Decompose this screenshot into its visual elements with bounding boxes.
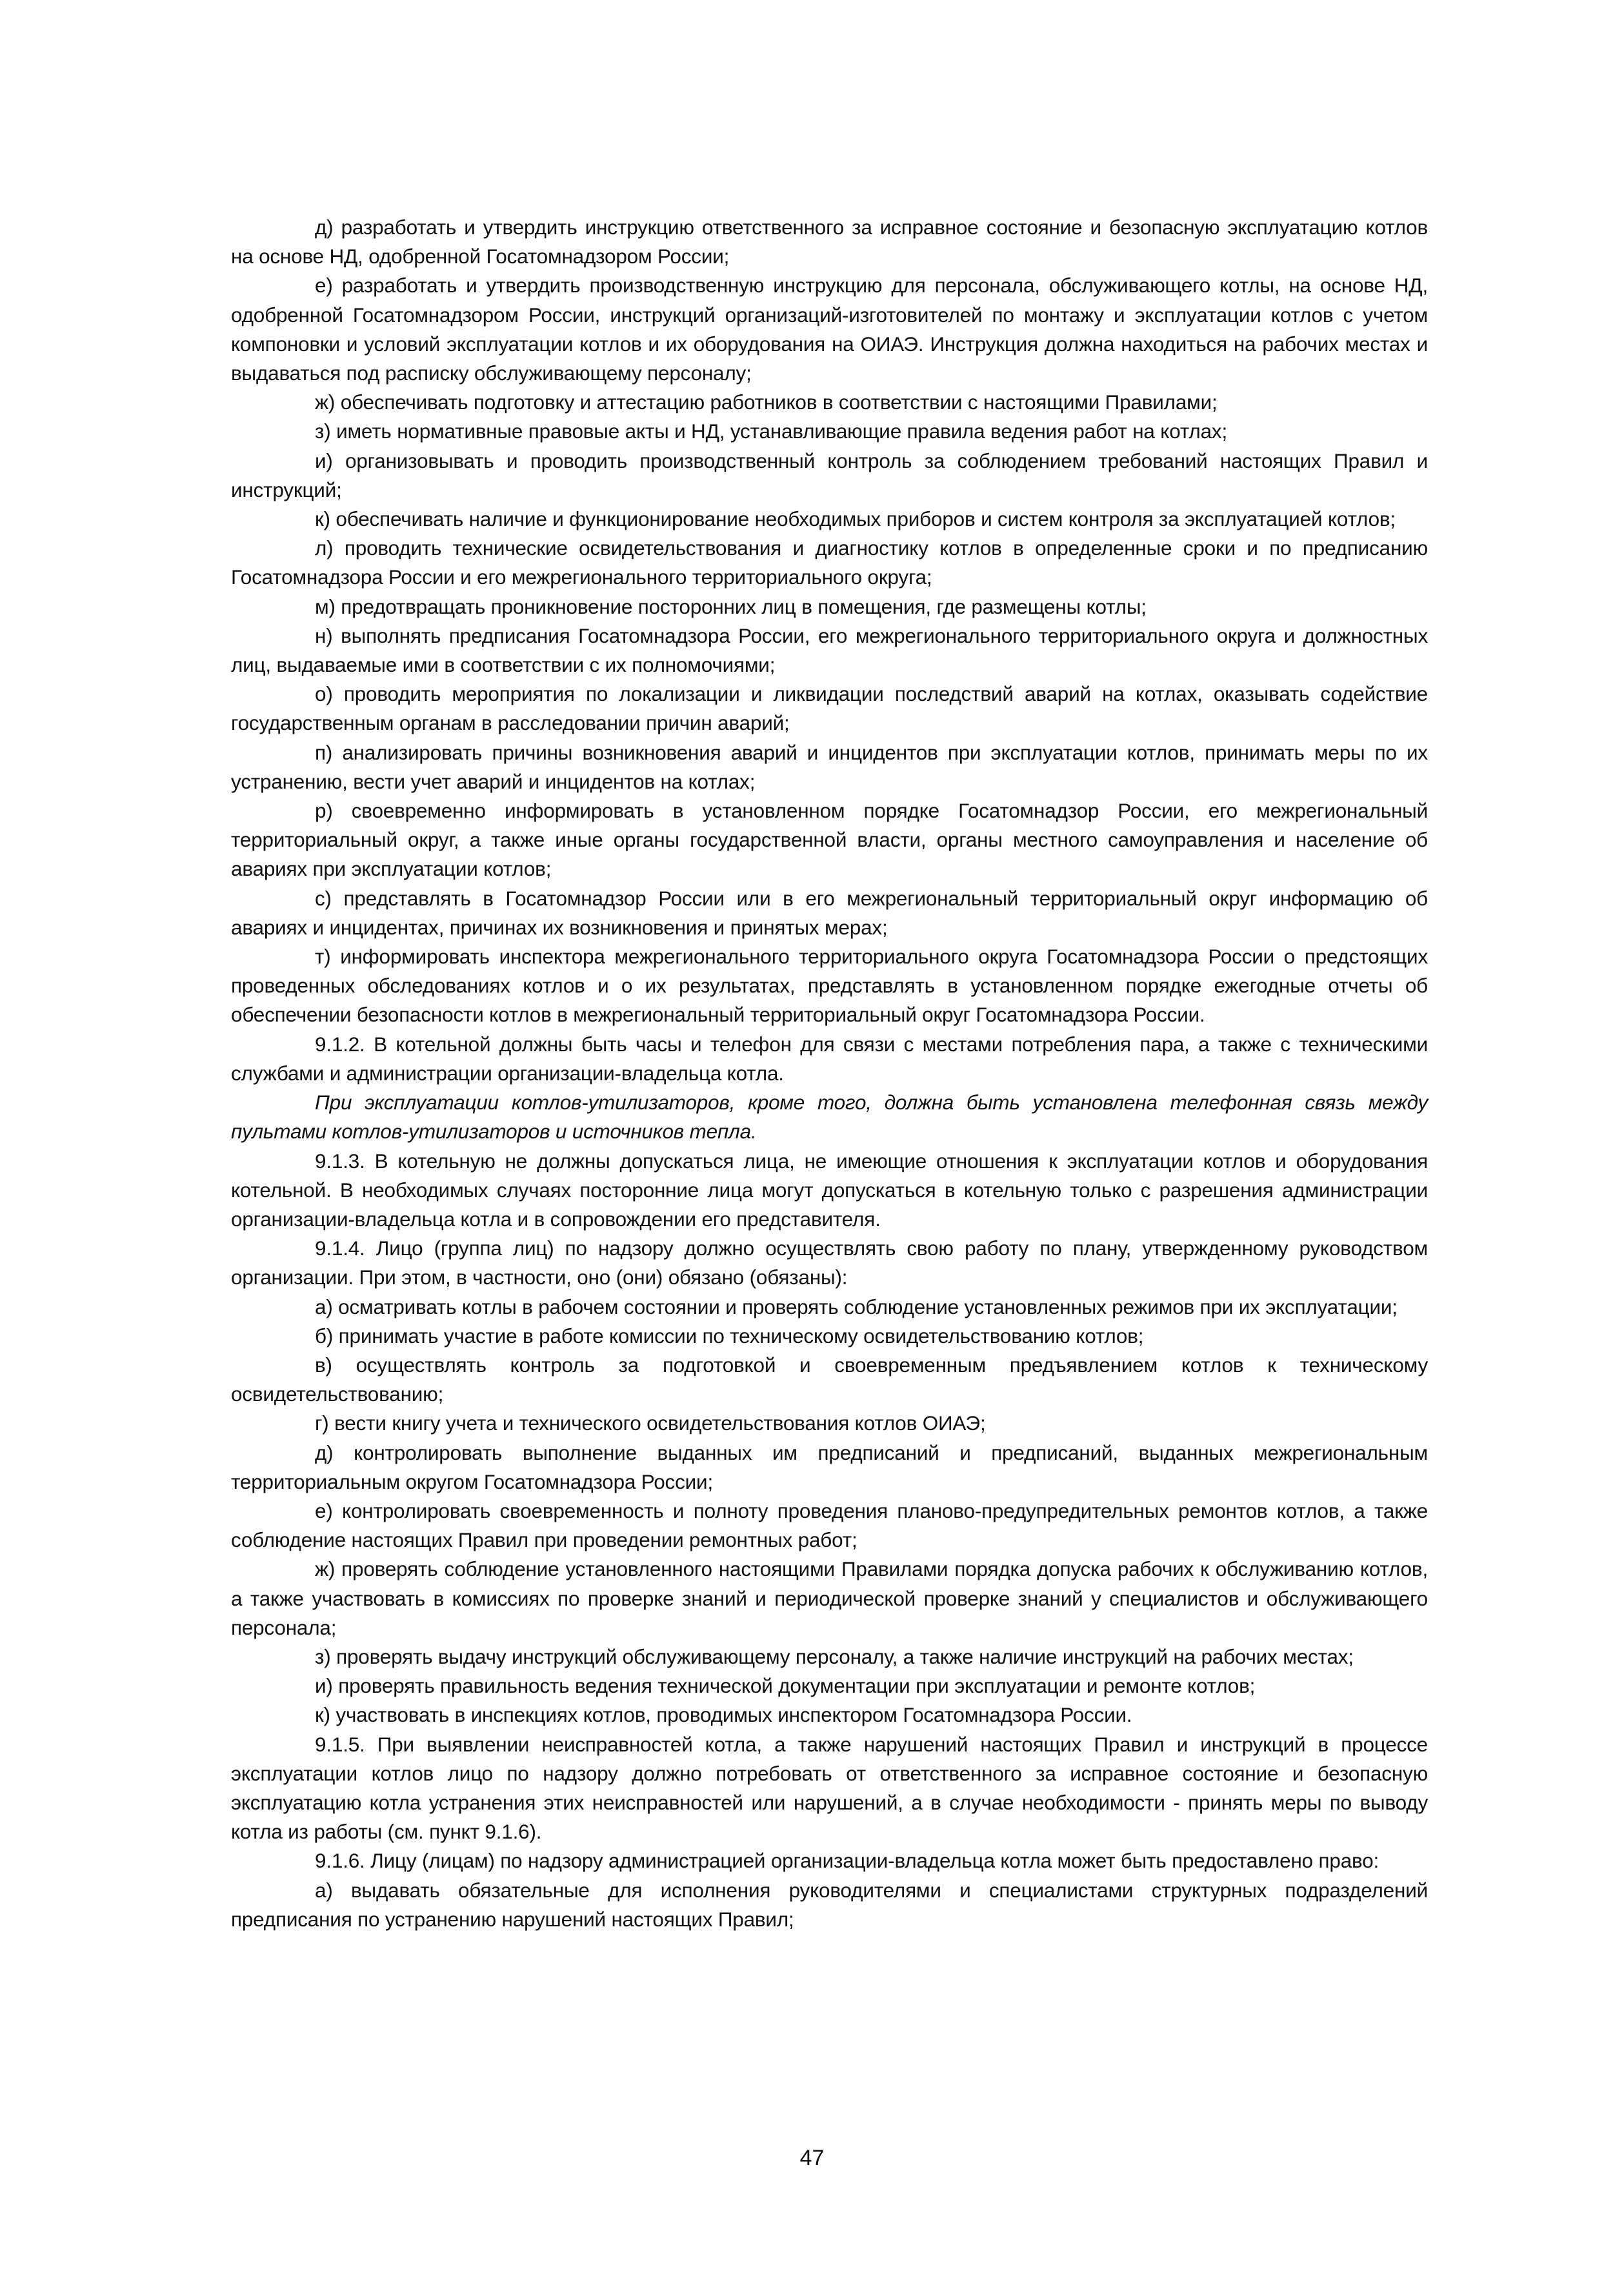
paragraph-p-accident-analysis: п) анализировать причины возникновения аварий и инцидентов при эксплуатации котлов, принимать меры по их устранению, вести учет аварий и инцидентов на котлах; <box>231 740 1428 793</box>
paragraph-t-inspector-info: т) информировать инспектора межрегионального территориального округа Госатомнадзора России о предстоящих проведенных обследованиях котлов и о их результатах, представлять в установленном порядке ежегодные отчеты об обеспечении безопасности котлов в межрегиональный территориальный округ Госатомнадзора России. <box>231 945 1428 1027</box>
paragraph-m-unauthorized-access: м) предотвращать проникновение посторонних лиц в помещения, где размещены котлы; <box>315 594 1147 618</box>
page-number: 47 <box>799 2146 825 2170</box>
paragraph-9-1-2: 9.1.2. В котельной должны быть часы и телефон для связи с местами потребления пара, а также с техническими службами и администрации организации-владельца котла. <box>231 1032 1428 1085</box>
paragraph-zh-training: ж) обеспечивать подготовку и аттестацию работников в соответствии с настоящими Правилами; <box>315 390 1218 414</box>
paragraph-l-inspections: л) проводить технические освидетельствования и диагностику котлов в определенные сроки и по предписанию Госатомнадзора России и его межрегионального территориального округа; <box>231 536 1428 589</box>
paragraph-z-legal-acts: з) иметь нормативные правовые акты и НД, устанавливающие правила ведения работ на котлах; <box>315 419 1228 443</box>
paragraph-9-1-4-k: к) участвовать в инспекциях котлов, проводимых инспектором Госатомнадзора России. <box>315 1703 1132 1727</box>
paragraph-9-1-4-g: г) вести книгу учета и технического освидетельствования котлов ОИАЭ; <box>315 1411 986 1435</box>
paragraph-9-1-4-e: е) контролировать своевременность и полноту проведения планово-предупредительных ремонтов котлов, а также соблюдение настоящих Правил при проведении ремонтных работ; <box>231 1498 1428 1552</box>
paragraph-9-1-6: 9.1.6. Лицу (лицам) по надзору администрацией организации-владельца котла может быть предоставлено право: <box>315 1849 1379 1873</box>
paragraph-r-informing: р) своевременно информировать в установленном порядке Госатомнадзор России, его межрегиональный территориальный округ, а также иные органы государственной власти, органы местного самоуправления и население об авариях при эксплуатации котлов; <box>231 799 1428 881</box>
document-body <box>231 213 1428 1934</box>
paragraph-9-1-2-italic-note: При эксплуатации котлов-утилизаторов, кроме того, должна быть установлена телефонная связь между пультами котлов-утилизаторов и источников тепла. <box>231 1091 1428 1144</box>
paragraph-9-1-5: 9.1.5. При выявлении неисправностей котла, а также нарушений настоящих Правил и инструкций в процессе эксплуатации котлов лицо по надзору должно потребовать от ответственного за исправное состояние и безопасную эксплуатацию котла устранения этих неисправностей или нарушений, а в случае необходимости - принять меры по выводу котла из работы (см. пункт 9.1.6). <box>231 1732 1428 1844</box>
paragraph-n-orders: н) выполнять предписания Госатомнадзора России, его межрегионального территориального округа и должностных лиц, выдаваемые ими в соответствии с их полномочиями; <box>231 623 1428 677</box>
paragraph-9-1-4-d: д) контролировать выполнение выданных им предписаний и предписаний, выданных межрегиональным территориальным округом Госатомнадзора России; <box>231 1440 1428 1493</box>
paragraph-9-1-4-v: в) осуществлять контроль за подготовкой и своевременным предъявлением котлов к техническому освидетельствованию; <box>231 1353 1428 1406</box>
paragraph-o-accident-localization: о) проводить мероприятия по локализации и ликвидации последствий аварий на котлах, оказывать содействие государственным органам в расследовании причин аварий; <box>231 682 1428 735</box>
paragraph-9-1-4-z: з) проверять выдачу инструкций обслуживающему персоналу, а также наличие инструкций на рабочих местах; <box>315 1644 1354 1668</box>
paragraph-9-1-4: 9.1.4. Лицо (группа лиц) по надзору должно осуществлять свою работу по плану, утвержденному руководством организации. При этом, в частности, оно (они) обязано (обязаны): <box>231 1236 1428 1289</box>
paragraph-k-instruments: к) обеспечивать наличие и функционирование необходимых приборов и систем контроля за эксплуатацией котлов; <box>315 507 1396 531</box>
paragraph-9-1-3: 9.1.3. В котельную не должны допускаться лица, не имеющие отношения к эксплуатации котлов и оборудования котельной. В необходимых случаях посторонние лица могут допускаться в котельную только с разрешения администрации организации-владельца котла и в сопровождении его представителя. <box>231 1149 1428 1231</box>
paragraph-9-1-4-i: и) проверять правильность ведения технической документации при эксплуатации и ремонте котлов; <box>315 1674 1256 1698</box>
paragraph-i-production-control: и) организовывать и проводить производственный контроль за соблюдением требований настоящих Правил и инструкций; <box>231 449 1428 501</box>
paragraph-9-1-4-a: а) осматривать котлы в рабочем состоянии и проверять соблюдение установленных режимов при их эксплуатации; <box>315 1295 1398 1318</box>
paragraph-9-1-4-b: б) принимать участие в работе комиссии по техническому освидетельствованию котлов; <box>315 1324 1144 1347</box>
paragraph-d-instruction: д) разработать и утвердить инструкцию ответственного за исправное состояние и безопасную эксплуатацию котлов на основе НД, одобренной Госатомнадзором России; <box>231 216 1428 268</box>
paragraph-9-1-4-zh: ж) проверять соблюдение установленного настоящими Правилами порядка допуска рабочих к обслуживанию котлов, а также участвовать в комиссиях по проверке знаний и периодической проверке знаний у специалистов и обслуживающего персонала; <box>231 1557 1428 1639</box>
paragraph-9-1-6-a: а) выдавать обязательные для исполнения руководителями и специалистами структурных подразделений предписания по устранению нарушений настоящих Правил; <box>231 1878 1428 1931</box>
paragraph-s-reporting: с) представлять в Госатомнадзор России или в его межрегиональный территориальный округ информацию об авариях и инцидентах, причинах их возникновения и принятых мерах; <box>231 886 1428 939</box>
paragraph-e-production-instruction: е) разработать и утвердить производственную инструкцию для персонала, обслуживающего котлы, на основе НД, одобренной Госатомнадзором России, инструкций организаций-изготовителей по монтажу и эксплуатации котлов с учетом компоновки и условий эксплуатации котлов и их оборудования на ОИАЭ. Инструкция должна находиться на рабочих местах и выдаваться под расписку обслуживающему персоналу; <box>231 274 1428 385</box>
